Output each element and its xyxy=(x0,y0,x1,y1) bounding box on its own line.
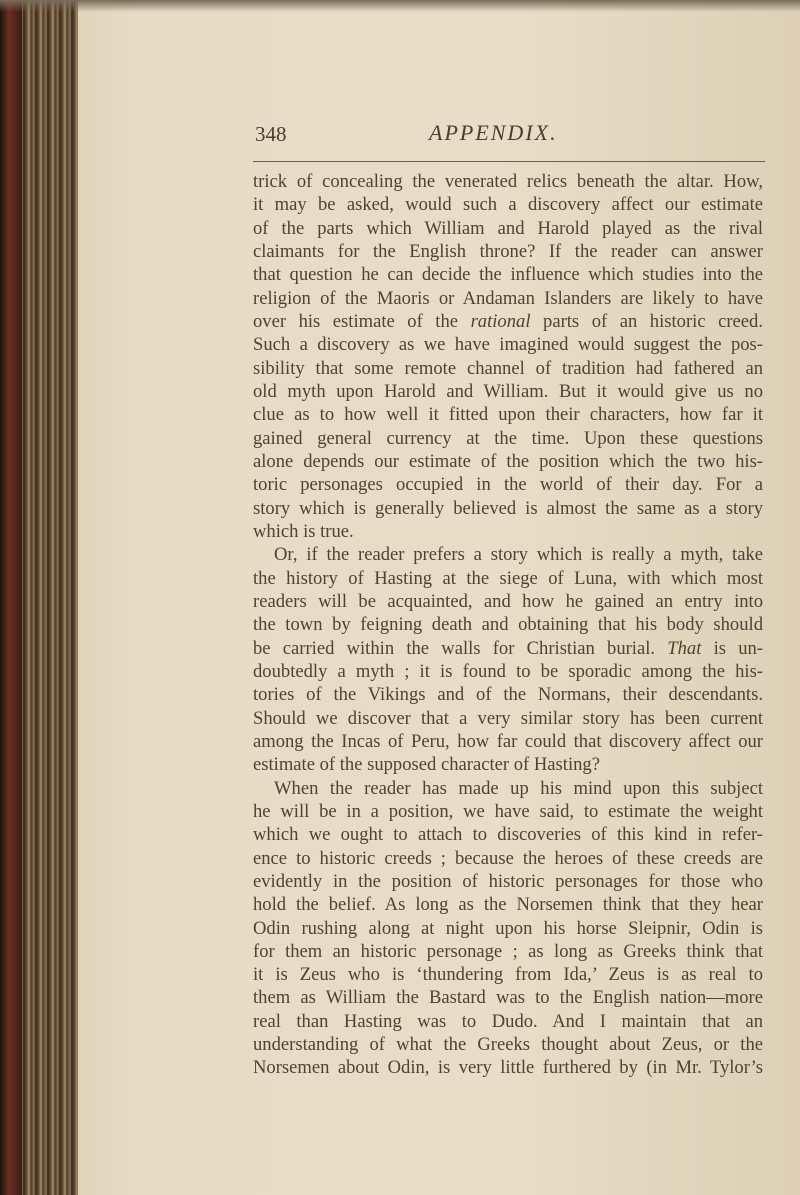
text-line: doubtedly a myth ; it is found to be sporadic among the his- xyxy=(253,660,763,682)
text-line: which we ought to attach to discoveries of this kind in refer- xyxy=(253,824,763,846)
text-run: over his estimate of the xyxy=(253,310,471,332)
text-line: he will be in a position, we have said, to estimate the weight xyxy=(253,800,763,822)
paragraph-1 xyxy=(253,170,763,543)
running-head: APPENDIX. xyxy=(429,120,558,145)
text-run: be carried within the walls for Christian burial. xyxy=(253,637,668,659)
text-line: the town by feigning death and obtaining that his body should xyxy=(253,614,763,636)
text-line: them as William the Bastard was to the English nation—more xyxy=(253,987,763,1009)
text-line: among the Incas of Peru, how far could that discovery affect our xyxy=(253,730,763,752)
italic-word: That xyxy=(667,637,702,659)
text-line: hold the belief. As long as the Norsemen think that they hear xyxy=(253,894,763,916)
text-line: the history of Hasting at the siege of Luna, with which most xyxy=(253,567,763,589)
text-line xyxy=(253,310,763,333)
text-line: Norsemen about Odin, is very little furthered by (in Mr. Tylor’s xyxy=(253,1057,763,1079)
text-line: which is true. xyxy=(253,520,354,542)
text-line: alone depends our estimate of the position which the two his- xyxy=(253,450,763,472)
book-binding-edge xyxy=(0,0,22,1195)
text-line: readers will be acquainted, and how he gained an entry into xyxy=(253,590,763,612)
text-line: real than Hasting was to Dudo. And I maintain that an xyxy=(253,1010,763,1032)
page-header xyxy=(255,92,765,158)
text-line: it is Zeus who is ‘thundering from Ida,’ Zeus is as real to xyxy=(253,964,763,986)
text-line: ence to historic creeds ; because the heroes of these creeds are xyxy=(253,847,763,869)
text-line: Or, if the reader prefers a story which is really a myth, take xyxy=(274,544,763,566)
text-line: religion of the Maoris or Andaman Islanders are likely to have xyxy=(253,287,763,309)
text-line: for them an historic personage ; as long as Greeks think that xyxy=(253,940,763,962)
text-line: old myth upon Harold and William. But it would give us no xyxy=(253,380,763,402)
text-line: Odin rushing along at night upon his horse Sleipnir, Odin is xyxy=(253,917,763,939)
paragraph-3 xyxy=(253,777,763,1080)
page-number: 348 xyxy=(255,122,287,146)
text-line: story which is generally believed is almost the same as a story xyxy=(253,497,763,519)
body-text xyxy=(253,170,763,1080)
text-run: is un- xyxy=(701,637,763,659)
text-line: it may be asked, would such a discovery affect our estimate xyxy=(253,194,763,216)
text-line: evidently in the position of historic personages for those who xyxy=(253,870,763,892)
page-top-edge xyxy=(0,0,800,12)
paragraph-2 xyxy=(253,543,763,776)
text-line: trick of concealing the venerated relics beneath the altar. How, xyxy=(253,171,763,192)
text-line: sibility that some remote channel of tradition had fathered an xyxy=(253,357,763,379)
text-line: estimate of the supposed character of Hasting? xyxy=(253,754,600,776)
text-line: tories of the Vikings and of the Normans, their descendants. xyxy=(253,684,763,706)
text-line: gained general currency at the time. Upon these questions xyxy=(253,427,763,449)
text-run: parts of an historic creed. xyxy=(530,310,763,332)
header-rule xyxy=(253,161,765,162)
text-line: When the reader has made up his mind upon this subject xyxy=(274,777,763,799)
text-line xyxy=(253,637,763,660)
text-line: toric personages occupied in the world of their day. For a xyxy=(253,474,763,496)
text-line: understanding of what the Greeks thought about Zeus, or the xyxy=(253,1034,763,1056)
text-line: clue as to how well it fitted upon their characters, how far it xyxy=(253,404,763,426)
text-line: that question he can decide the influence which studies into the xyxy=(253,264,763,286)
text-line: Such a discovery as we have imagined would suggest the pos- xyxy=(253,334,763,356)
text-line: claimants for the English throne? If the reader can answer xyxy=(253,240,763,262)
italic-word: rational xyxy=(470,310,531,332)
text-line: of the parts which William and Harold played as the rival xyxy=(253,217,763,239)
text-line: Should we discover that a very similar story has been current xyxy=(253,707,763,729)
